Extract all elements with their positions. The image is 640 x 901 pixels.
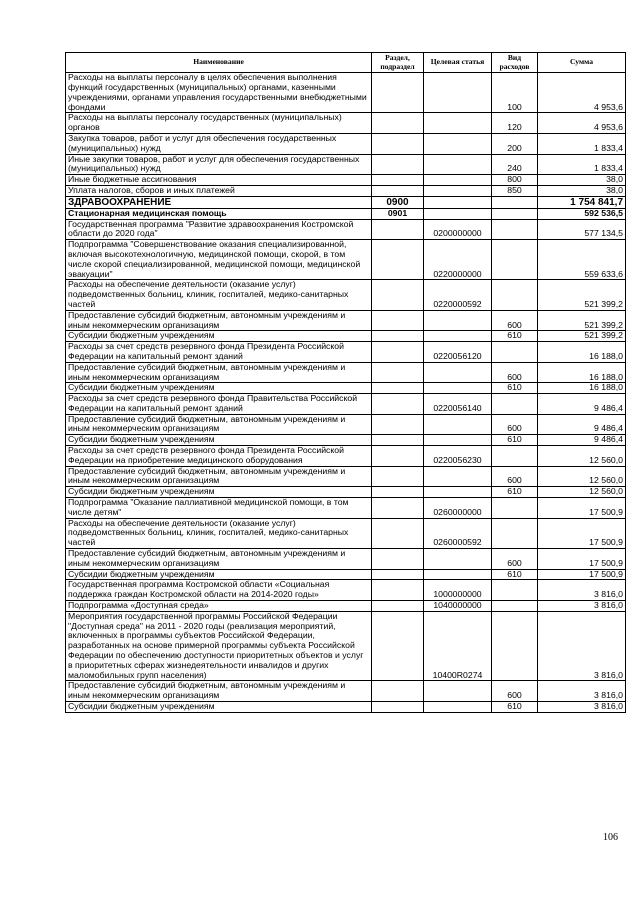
cell-sum: 521 399,2	[538, 280, 626, 310]
table-row	[66, 331, 626, 342]
cell-type	[492, 342, 538, 363]
cell-name: Мероприятия государственной программы Российской Федерации "Доступная среда" на 2011 - 2020 годы (реализация мероприятий, включенных в программы субъектов Российской Федерации, разработанных на основе примерной программы субъекта Российской Федерации по обеспечению доступности приоритетных объектов и услуг в приоритетных сферах жизнедеятельности инвалидов и других маломобильных групп населения)	[66, 611, 372, 681]
cell-section	[372, 681, 424, 702]
cell-sum: 577 134,5	[538, 219, 626, 240]
cell-type: 120	[492, 113, 538, 134]
cell-target	[424, 185, 492, 196]
cell-target	[424, 208, 492, 219]
cell-type	[492, 394, 538, 415]
cell-sum: 1 833,4	[538, 154, 626, 175]
table-row	[66, 702, 626, 713]
cell-name: Расходы за счет средств резервного фонда Президента Российской Федерации на приобретение медицинского оборудования	[66, 446, 372, 467]
header-sum: Сумма	[538, 53, 626, 73]
cell-sum: 521 399,2	[538, 331, 626, 342]
cell-type	[492, 240, 538, 280]
table-row	[66, 240, 626, 280]
cell-section	[372, 240, 424, 280]
cell-target	[424, 414, 492, 435]
cell-type: 600	[492, 414, 538, 435]
cell-section	[372, 342, 424, 363]
cell-type	[492, 498, 538, 519]
cell-section	[372, 580, 424, 601]
table-row	[66, 498, 626, 519]
cell-name: Государственная программа Костромской области «Социальная поддержка граждан Костромской области на 2014-2020 годы»	[66, 580, 372, 601]
cell-type: 600	[492, 310, 538, 331]
cell-sum: 9 486,4	[538, 435, 626, 446]
cell-target	[424, 175, 492, 186]
cell-sum: 12 560,0	[538, 446, 626, 467]
cell-section	[372, 154, 424, 175]
cell-name: Государственная программа "Развитие здравоохранения Костромской области до 2020 года"	[66, 219, 372, 240]
cell-sum: 12 560,0	[538, 487, 626, 498]
cell-name: Закупка товаров, работ и услуг для обеспечения государственных (муниципальных) нужд	[66, 133, 372, 154]
cell-target	[424, 73, 492, 113]
cell-section	[372, 611, 424, 681]
cell-sum: 16 188,0	[538, 342, 626, 363]
table-row	[66, 569, 626, 580]
cell-sum: 12 560,0	[538, 466, 626, 487]
table-row	[66, 681, 626, 702]
cell-section	[372, 435, 424, 446]
table-row	[66, 208, 626, 219]
cell-target: 10400R0274	[424, 611, 492, 681]
cell-section	[372, 394, 424, 415]
cell-type: 240	[492, 154, 538, 175]
cell-type: 610	[492, 487, 538, 498]
cell-type: 610	[492, 435, 538, 446]
cell-target	[424, 466, 492, 487]
table-row	[66, 73, 626, 113]
table-row	[66, 414, 626, 435]
table-row	[66, 435, 626, 446]
cell-name: Иные бюджетные ассигнования	[66, 175, 372, 186]
cell-section	[372, 73, 424, 113]
table-header-row	[66, 53, 626, 73]
budget-table	[65, 52, 626, 713]
cell-target	[424, 702, 492, 713]
cell-section	[372, 549, 424, 570]
cell-type	[492, 601, 538, 612]
cell-type	[492, 219, 538, 240]
table-row	[66, 362, 626, 383]
cell-sum: 17 500,9	[538, 498, 626, 519]
cell-type	[492, 446, 538, 467]
cell-name: Предоставление субсидий бюджетным, автономным учреждениям и иным некоммерческим организациям	[66, 681, 372, 702]
cell-type	[492, 518, 538, 548]
cell-section	[372, 219, 424, 240]
cell-section	[372, 383, 424, 394]
cell-target	[424, 113, 492, 134]
cell-sum: 3 816,0	[538, 580, 626, 601]
cell-name: Расходы на выплаты персоналу государственных (муниципальных) органов	[66, 113, 372, 134]
table-row	[66, 219, 626, 240]
cell-target	[424, 569, 492, 580]
table-row	[66, 487, 626, 498]
cell-name: Предоставление субсидий бюджетным, автономным учреждениям и иным некоммерческим организациям	[66, 414, 372, 435]
cell-type: 600	[492, 362, 538, 383]
cell-type: 610	[492, 569, 538, 580]
cell-target	[424, 154, 492, 175]
table-row	[66, 342, 626, 363]
cell-name: Предоставление субсидий бюджетным, автономным учреждениям и иным некоммерческим организациям	[66, 549, 372, 570]
cell-sum: 1 833,4	[538, 133, 626, 154]
cell-sum: 4 953,6	[538, 73, 626, 113]
cell-target	[424, 383, 492, 394]
cell-name: Расходы за счет средств резервного фонда Правительства Российской Федерации на капитальный ремонт зданий	[66, 394, 372, 415]
cell-section	[372, 331, 424, 342]
header-section: Раздел, подраздел	[372, 53, 424, 73]
cell-sum: 17 500,9	[538, 569, 626, 580]
cell-section	[372, 185, 424, 196]
header-target: Целевая статья	[424, 53, 492, 73]
cell-name: Расходы на обеспечение деятельности (оказание услуг) подведомственных больниц, клиник, госпиталей, медико-санитарных частей	[66, 518, 372, 548]
cell-sum: 38,0	[538, 185, 626, 196]
cell-section	[372, 310, 424, 331]
table-row	[66, 549, 626, 570]
cell-name: Расходы за счет средств резервного фонда Президента Российской Федерации на капитальный ремонт зданий	[66, 342, 372, 363]
cell-name: Субсидии бюджетным учреждениям	[66, 331, 372, 342]
cell-target: 0220056230	[424, 446, 492, 467]
cell-sum: 3 816,0	[538, 702, 626, 713]
cell-name: Субсидии бюджетным учреждениям	[66, 487, 372, 498]
cell-name: Подпрограмма «Доступная среда»	[66, 601, 372, 612]
cell-section	[372, 601, 424, 612]
cell-type	[492, 580, 538, 601]
cell-type: 610	[492, 331, 538, 342]
cell-section	[372, 466, 424, 487]
cell-target	[424, 196, 492, 208]
cell-section	[372, 446, 424, 467]
cell-name: Уплата налогов, сборов и иных платежей	[66, 185, 372, 196]
cell-target	[424, 549, 492, 570]
cell-sum: 17 500,9	[538, 518, 626, 548]
cell-sum: 3 816,0	[538, 601, 626, 612]
table-row	[66, 383, 626, 394]
table-row	[66, 154, 626, 175]
cell-name: ЗДРАВООХРАНЕНИЕ	[66, 196, 372, 208]
cell-name: Расходы на выплаты персоналу в целях обеспечения выполнения функций государственных (муниципальных) органами, казенными учреждениями, органами управления государственными внебюджетными фондами	[66, 73, 372, 113]
cell-sum: 9 486,4	[538, 414, 626, 435]
cell-target	[424, 487, 492, 498]
cell-sum: 9 486,4	[538, 394, 626, 415]
cell-name: Субсидии бюджетным учреждениям	[66, 569, 372, 580]
cell-type	[492, 196, 538, 208]
table-row	[66, 196, 626, 208]
cell-type: 200	[492, 133, 538, 154]
table-row	[66, 580, 626, 601]
cell-name: Предоставление субсидий бюджетным, автономным учреждениям и иным некоммерческим организациям	[66, 310, 372, 331]
cell-type	[492, 280, 538, 310]
table-row	[66, 601, 626, 612]
cell-sum: 16 188,0	[538, 362, 626, 383]
table-row	[66, 518, 626, 548]
cell-section	[372, 518, 424, 548]
table-row	[66, 310, 626, 331]
cell-target	[424, 133, 492, 154]
cell-type: 800	[492, 175, 538, 186]
cell-sum: 4 953,6	[538, 113, 626, 134]
table-row	[66, 133, 626, 154]
cell-name: Субсидии бюджетным учреждениям	[66, 435, 372, 446]
cell-sum: 16 188,0	[538, 383, 626, 394]
cell-target: 0260000000	[424, 498, 492, 519]
cell-type: 610	[492, 383, 538, 394]
table-row	[66, 466, 626, 487]
cell-sum: 17 500,9	[538, 549, 626, 570]
document-page	[65, 52, 625, 713]
table-row	[66, 611, 626, 681]
cell-sum: 559 633,6	[538, 240, 626, 280]
cell-type: 100	[492, 73, 538, 113]
cell-sum: 3 816,0	[538, 681, 626, 702]
table-row	[66, 175, 626, 186]
cell-section	[372, 487, 424, 498]
cell-section	[372, 569, 424, 580]
cell-name: Предоставление субсидий бюджетным, автономным учреждениям и иным некоммерческим организациям	[66, 362, 372, 383]
header-type: Вид расходов	[492, 53, 538, 73]
cell-name: Подпрограмма "Совершенствование оказания специализированной, включая высокотехнологичную, медицинской помощи, скорой, в том числе скорой специализированной, медицинской помощи, медицинской эвакуации"	[66, 240, 372, 280]
table-row	[66, 185, 626, 196]
cell-type: 600	[492, 466, 538, 487]
table-body	[66, 73, 626, 713]
cell-target	[424, 310, 492, 331]
cell-section	[372, 175, 424, 186]
table-row	[66, 280, 626, 310]
cell-section	[372, 498, 424, 519]
table-row	[66, 113, 626, 134]
cell-target: 0200000000	[424, 219, 492, 240]
cell-section	[372, 280, 424, 310]
cell-sum: 592 536,5	[538, 208, 626, 219]
cell-target: 0220056120	[424, 342, 492, 363]
table-row	[66, 446, 626, 467]
cell-sum: 38,0	[538, 175, 626, 186]
cell-type	[492, 208, 538, 219]
cell-name: Предоставление субсидий бюджетным, автономным учреждениям и иным некоммерческим организациям	[66, 466, 372, 487]
cell-target	[424, 362, 492, 383]
cell-target	[424, 331, 492, 342]
page-number: 106	[603, 832, 618, 843]
cell-type: 600	[492, 549, 538, 570]
header-name: Наименование	[66, 53, 372, 73]
table-row	[66, 394, 626, 415]
cell-name: Стационарная медицинская помощь	[66, 208, 372, 219]
cell-type: 850	[492, 185, 538, 196]
cell-section: 0901	[372, 208, 424, 219]
cell-section	[372, 133, 424, 154]
cell-target: 1040000000	[424, 601, 492, 612]
cell-target: 0260000592	[424, 518, 492, 548]
cell-section	[372, 702, 424, 713]
cell-target: 0220000592	[424, 280, 492, 310]
cell-name: Субсидии бюджетным учреждениям	[66, 383, 372, 394]
cell-target	[424, 681, 492, 702]
cell-type	[492, 611, 538, 681]
cell-sum: 521 399,2	[538, 310, 626, 331]
cell-section	[372, 414, 424, 435]
cell-type: 610	[492, 702, 538, 713]
cell-sum: 3 816,0	[538, 611, 626, 681]
cell-section: 0900	[372, 196, 424, 208]
cell-name: Расходы на обеспечение деятельности (оказание услуг) подведомственных больниц, клиник, госпиталей, медико-санитарных частей	[66, 280, 372, 310]
cell-type: 600	[492, 681, 538, 702]
cell-section	[372, 113, 424, 134]
cell-target: 0220000000	[424, 240, 492, 280]
cell-section	[372, 362, 424, 383]
cell-target: 1000000000	[424, 580, 492, 601]
cell-name: Подпрограмма "Оказание паллиативной медицинской помощи, в том числе детям"	[66, 498, 372, 519]
cell-name: Субсидии бюджетным учреждениям	[66, 702, 372, 713]
cell-sum: 1 754 841,7	[538, 196, 626, 208]
cell-target: 0220056140	[424, 394, 492, 415]
cell-target	[424, 435, 492, 446]
cell-name: Иные закупки товаров, работ и услуг для обеспечения государственных (муниципальных) нужд	[66, 154, 372, 175]
